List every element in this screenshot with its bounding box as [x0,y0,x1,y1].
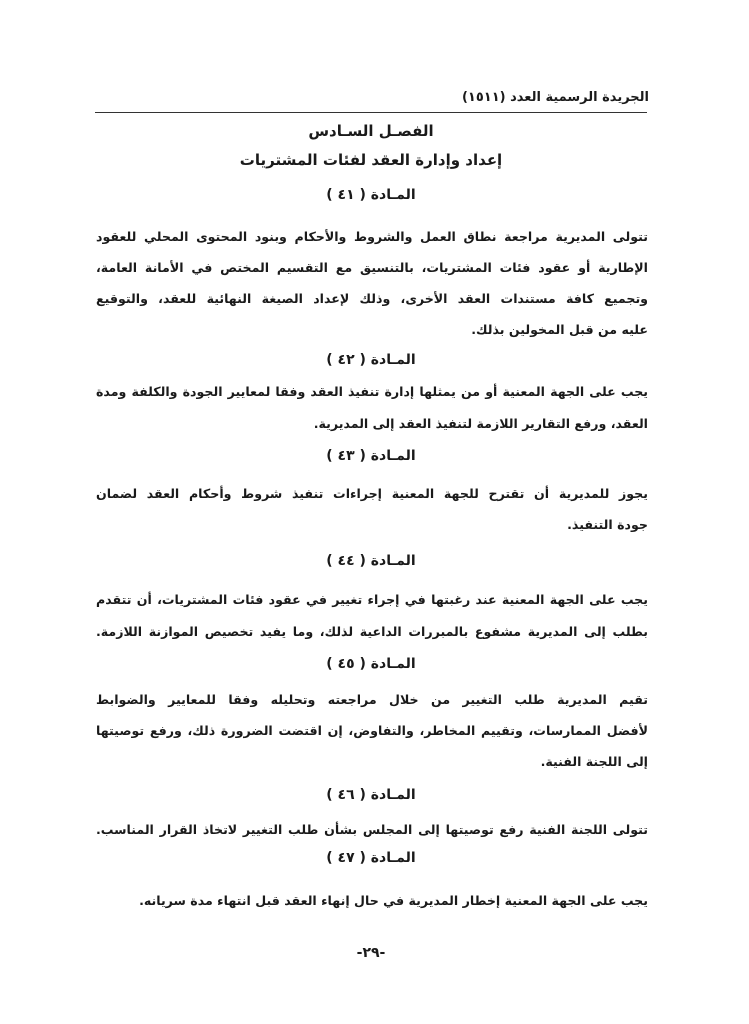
article-45-heading: المـادة ( ٤٥ ) [326,656,416,672]
article-43-heading: المـادة ( ٤٣ ) [326,448,416,464]
article-42-line: يجب على الجهة المعنية أو من يمثلها إدارة تنفيذ العقد وفقا لمعايير الجودة والكلفة ومدة [96,384,648,399]
article-45-line: تقيم المديرية طلب التغيير من خلال مراجعته وتحليله وفقا للمعايير والضوابط [96,692,648,707]
article-41-line: وتجميع كافة مستندات العقد الأخرى، وذلك لإعداد الصيغة النهائية للعقد، والتوقيع [96,291,648,306]
article-41-line: تتولى المديرية مراجعة نطاق العمل والشروط والأحكام وبنود المحتوى المحلي للعقود [96,229,648,244]
article-46-line: تتولى اللجنة الفنية رفع توصيتها إلى المجلس بشأن طلب التغيير لاتخاذ القرار المناسب. [96,822,648,837]
article-43-line: جودة التنفيذ. [567,517,648,532]
article-42-heading: المـادة ( ٤٢ ) [326,352,416,368]
article-46-heading: المـادة ( ٤٦ ) [326,787,416,803]
article-44-line: يجب على الجهة المعنية عند رغبتها في إجراء تغيير في عقود فئات المشتريات، أن تتقدم [96,592,648,607]
article-42-line: العقد، ورفع التقارير اللازمة لتنفيذ العقد إلى المديرية. [313,416,648,431]
article-45-line: إلى اللجنة الفنية. [540,754,648,769]
article-45-line: لأفضل الممارسات، وتقييم المخاطر، والتفاوض، إن اقتضت الضرورة ذلك، ورفع توصيتها [96,723,648,738]
chapter-title: الفصـل السـادس [308,122,434,140]
article-43-line: يجوز للمديرية أن تقترح للجهة المعنية إجراءات تنفيذ شروط وأحكام العقد لضمان [96,486,648,501]
article-41-line: الإطارية أو عقود فئات المشتريات، بالتنسيق مع التقسيم المختص في الأمانة العامة، [96,260,648,275]
page-number: -٢٩- [356,945,386,961]
gazette-header: الجريدة الرسمية العدد (١٥١١) [461,90,649,105]
chapter-subtitle: إعداد وإدارة العقد لفئات المشتريات [239,151,503,169]
article-44-line: بطلب إلى المديرية مشفوع بالمبررات الداعية لذلك، وما يفيد تخصيص الموازنة اللازمة. [96,624,648,639]
article-47-line: يجب على الجهة المعنية إخطار المديرية في حال إنهاء العقد قبل انتهاء مدة سريانه. [139,893,648,908]
article-44-heading: المـادة ( ٤٤ ) [326,553,416,569]
header-divider [95,112,647,113]
article-41-heading: المـادة ( ٤١ ) [326,187,416,203]
article-47-heading: المـادة ( ٤٧ ) [326,850,416,866]
article-41-line: عليه من قبل المخولين بذلك. [471,322,648,337]
